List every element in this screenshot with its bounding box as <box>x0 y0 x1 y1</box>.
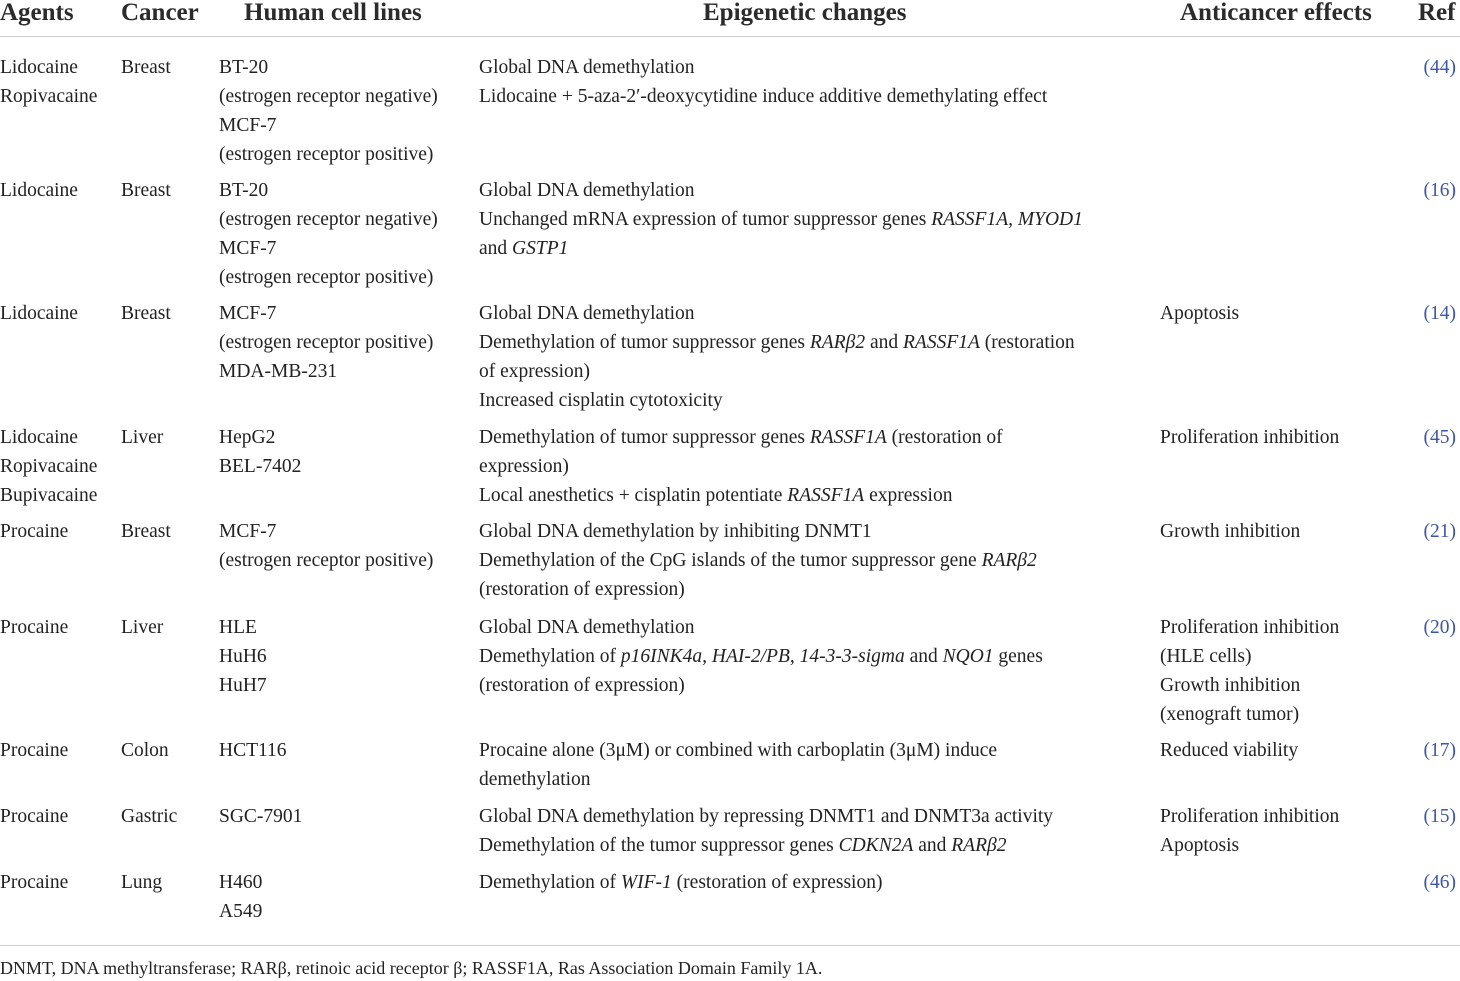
epigenetic-changes-cell <box>479 736 997 794</box>
gene-name: RARβ2 <box>809 332 866 353</box>
cancer-cell: Liver <box>121 617 164 638</box>
epigenetic-text: Demethylation of the tumor suppressor genes <box>479 835 839 856</box>
effect-text: (xenograft tumor) <box>1160 704 1300 725</box>
agent-name: Lidocaine <box>0 57 78 78</box>
gene-name: RARβ2 <box>951 835 1007 856</box>
epigenetic-text: Unchanged mRNA expression of tumor suppressor genes <box>479 209 932 230</box>
agents-cell <box>0 736 68 765</box>
anticancer-effects-cell <box>1160 517 1300 546</box>
epigenetic-changes-cell <box>479 53 1047 111</box>
epigenetic-line <box>479 517 1037 546</box>
epigenetic-text: Local anesthetics + cisplatin potentiate <box>479 485 788 506</box>
epigenetic-text: Global DNA demethylation <box>479 303 695 324</box>
cell-line-text: HuH7 <box>219 675 267 696</box>
cell-line-text: (estrogen receptor positive) <box>219 144 434 165</box>
epigenetic-text: (restoration of expression) <box>671 872 883 893</box>
epigenetic-line <box>479 868 882 897</box>
cell-line-text: BEL-7402 <box>219 456 302 477</box>
agent-name: Bupivacaine <box>0 485 98 506</box>
cell-line-text: MCF-7 <box>219 115 277 136</box>
epigenetic-line <box>479 546 1037 575</box>
cell-lines-cell <box>219 868 262 926</box>
footer-divider <box>0 945 1460 946</box>
epigenetic-text: (restoration of expression) <box>479 675 685 696</box>
agent-name: Procaine <box>0 740 69 761</box>
epigenetic-changes-cell <box>479 517 1037 604</box>
cell-line-text: A549 <box>219 901 263 922</box>
epigenetic-text: Global DNA demethylation <box>479 57 695 78</box>
epigenetic-text: Global DNA demethylation <box>479 617 695 638</box>
epigenetic-text: Demethylation of <box>479 872 621 893</box>
cell-line-text: MCF-7 <box>219 521 277 542</box>
gene-name: CDKN2A <box>838 835 914 856</box>
header-cell-lines: Human cell lines <box>244 0 422 26</box>
agent-name: Lidocaine <box>0 180 78 201</box>
agents-cell <box>0 802 68 831</box>
cell-line-text: MCF-7 <box>219 303 277 324</box>
anticancer-effects-cell <box>1160 802 1339 860</box>
cell-lines-cell <box>219 423 301 481</box>
epigenetic-line <box>479 423 1003 452</box>
reference-link[interactable]: (44) <box>1423 57 1456 78</box>
cell-line-text: HCT116 <box>219 740 287 761</box>
cancer-cell: Breast <box>121 521 171 542</box>
cell-line-text: (estrogen receptor negative) <box>219 86 438 107</box>
epigenetic-changes-cell <box>479 613 1043 700</box>
epigenetic-line <box>479 205 1083 234</box>
epigenetic-line <box>479 613 1043 642</box>
anticancer-effects-cell <box>1160 613 1339 729</box>
cancer-cell: Gastric <box>121 806 178 827</box>
epigenetic-line <box>479 481 1003 510</box>
epigenetic-text: Demethylation of the CpG islands of the tumor suppressor gene <box>479 550 982 571</box>
header-cancer: Cancer <box>121 0 199 26</box>
gene-name: GSTP1 <box>512 238 569 259</box>
epigenetic-text: Procaine alone (3μM) or combined with carboplatin (3μM) induce <box>479 740 998 761</box>
epigenetic-line <box>479 53 1047 82</box>
gene-name: RASSF1A, MYOD1 <box>931 209 1083 230</box>
epigenetic-text: Demethylation of <box>479 646 621 667</box>
epigenetic-text: and <box>479 238 513 259</box>
reference-link[interactable]: (45) <box>1423 427 1456 448</box>
gene-name: RASSF1A <box>787 485 865 506</box>
epigenetic-text: Global DNA demethylation by repressing DNMT1 and DNMT3a activity <box>479 806 1054 827</box>
epigenetic-changes-cell <box>479 868 882 897</box>
cancer-cell: Breast <box>121 57 171 78</box>
agents-cell <box>0 423 97 510</box>
epigenetic-line <box>479 452 1003 481</box>
reference-link[interactable]: (21) <box>1423 521 1456 542</box>
cell-lines-cell <box>219 517 433 575</box>
effect-text: Proliferation inhibition <box>1160 617 1340 638</box>
gene-name: WIF-1 <box>620 872 672 893</box>
agent-name: Ropivacaine <box>0 456 98 477</box>
epigenetic-text: genes <box>993 646 1043 667</box>
agent-name: Procaine <box>0 521 69 542</box>
agents-cell <box>0 517 68 546</box>
anticancer-effects-cell <box>1160 736 1298 765</box>
cell-lines-cell <box>219 53 438 169</box>
gene-name: p16INK4a, HAI-2/PB, 14-3-3-sigma <box>620 646 905 667</box>
epigenetic-text: Global DNA demethylation <box>479 180 695 201</box>
epigenetic-line <box>479 642 1043 671</box>
epigenetic-text: and <box>904 646 943 667</box>
header-agents: Agents <box>0 0 74 26</box>
table-footnote: DNMT, DNA methyltransferase; RARβ, retinoic acid receptor β; RASSF1A, Ras Association Domain Family 1A. <box>0 958 823 978</box>
cell-line-text: (estrogen receptor positive) <box>219 550 434 571</box>
epigenetic-line <box>479 736 997 765</box>
epigenetic-text: Lidocaine + 5-aza-2′-deoxycytidine induce additive demethylating effect <box>479 86 1048 107</box>
cell-lines-cell <box>219 802 302 831</box>
cell-lines-cell <box>219 736 287 765</box>
cancer-cell: Colon <box>121 740 169 761</box>
epigenetic-text: Increased cisplatin cytotoxicity <box>479 390 723 411</box>
epigenetic-text: demethylation <box>479 769 591 790</box>
epigenetic-line <box>479 802 1053 831</box>
cell-line-text: (estrogen receptor positive) <box>219 332 434 353</box>
cell-line-text: BT-20 <box>219 57 269 78</box>
header-divider <box>0 36 1460 37</box>
epigenetic-line <box>479 671 1043 700</box>
cell-lines-cell <box>219 299 433 386</box>
cell-line-text: (estrogen receptor positive) <box>219 267 434 288</box>
agent-name: Procaine <box>0 617 69 638</box>
gene-name: NQO1 <box>942 646 994 667</box>
cancer-cell: Lung <box>121 872 163 893</box>
epigenetic-line <box>479 82 1047 111</box>
epigenetic-changes-cell <box>479 423 1003 510</box>
cell-line-text: MDA-MB-231 <box>219 361 338 382</box>
cell-line-text: MCF-7 <box>219 238 277 259</box>
epigenetic-changes-cell <box>479 802 1053 860</box>
agent-name: Procaine <box>0 872 69 893</box>
epigenetic-line <box>479 176 1083 205</box>
agent-name: Procaine <box>0 806 69 827</box>
effect-text: Apoptosis <box>1160 303 1240 324</box>
epigenetic-line <box>479 386 1075 415</box>
effect-text: Apoptosis <box>1160 835 1240 856</box>
reference-link[interactable]: (16) <box>1423 180 1456 201</box>
agents-cell <box>0 176 78 205</box>
reference-link[interactable]: (14) <box>1423 303 1456 324</box>
epigenetic-line <box>479 575 1037 604</box>
cancer-cell: Liver <box>121 427 164 448</box>
effect-text: Growth inhibition <box>1160 675 1301 696</box>
reference-link[interactable]: (20) <box>1423 617 1456 638</box>
cell-lines-cell <box>219 176 438 292</box>
agents-cell <box>0 613 68 642</box>
header-ref: Ref <box>1418 0 1456 26</box>
epigenetic-changes-cell <box>479 176 1083 263</box>
agent-name: Ropivacaine <box>0 86 98 107</box>
anticancer-effects-cell <box>1160 423 1339 452</box>
epigenetic-line <box>479 328 1075 357</box>
epigenetic-text: (restoration of expression) <box>479 579 685 600</box>
epigenetic-text: expression) <box>479 456 569 477</box>
gene-name: RARβ2 <box>981 550 1037 571</box>
epigenetic-text: (restoration <box>979 332 1075 353</box>
effect-text: Growth inhibition <box>1160 521 1301 542</box>
epigenetic-text: Demethylation of tumor suppressor genes <box>479 427 810 448</box>
cancer-cell: Breast <box>121 180 171 201</box>
cell-line-text: (estrogen receptor negative) <box>219 209 438 230</box>
epigenetic-text: Global DNA demethylation by inhibiting DNMT1 <box>479 521 872 542</box>
cell-line-text: HuH6 <box>219 646 267 667</box>
epigenetic-line <box>479 234 1083 263</box>
epigenetic-text: of expression) <box>479 361 591 382</box>
agents-cell <box>0 53 97 111</box>
agent-name: Lidocaine <box>0 427 78 448</box>
effect-text: Reduced viability <box>1160 740 1299 761</box>
header-anticancer-effects: Anticancer effects <box>1180 0 1372 26</box>
epigenetic-text: and <box>865 332 903 353</box>
effect-text: Proliferation inhibition <box>1160 427 1340 448</box>
cell-line-text: HLE <box>219 617 257 638</box>
reference-link[interactable]: (46) <box>1423 872 1456 893</box>
agent-name: Lidocaine <box>0 303 78 324</box>
effect-text: (HLE cells) <box>1160 646 1252 667</box>
cancer-cell: Breast <box>121 303 171 324</box>
epigenetic-line <box>479 831 1053 860</box>
header-epigenetic-changes: Epigenetic changes <box>703 0 907 26</box>
epigenetic-line <box>479 357 1075 386</box>
cell-line-text: SGC-7901 <box>219 806 303 827</box>
effect-text: Proliferation inhibition <box>1160 806 1340 827</box>
cell-line-text: HepG2 <box>219 427 276 448</box>
epigenetic-text: expression <box>864 485 953 506</box>
cell-lines-cell <box>219 613 267 700</box>
epigenetic-text: and <box>913 835 952 856</box>
agents-cell <box>0 868 68 897</box>
anticancer-effects-cell <box>1160 299 1239 328</box>
epigenetic-changes-cell <box>479 299 1075 415</box>
cell-line-text: H460 <box>219 872 263 893</box>
gene-name: RASSF1A <box>809 427 887 448</box>
reference-link[interactable]: (17) <box>1423 740 1456 761</box>
gene-name: RASSF1A <box>903 332 980 353</box>
epigenetic-text: (restoration of <box>886 427 1003 448</box>
epigenetic-line <box>479 299 1075 328</box>
reference-link[interactable]: (15) <box>1423 806 1456 827</box>
epigenetic-text: Demethylation of tumor suppressor genes <box>479 332 810 353</box>
cell-line-text: BT-20 <box>219 180 269 201</box>
epigenetic-line <box>479 765 997 794</box>
agents-cell <box>0 299 78 328</box>
